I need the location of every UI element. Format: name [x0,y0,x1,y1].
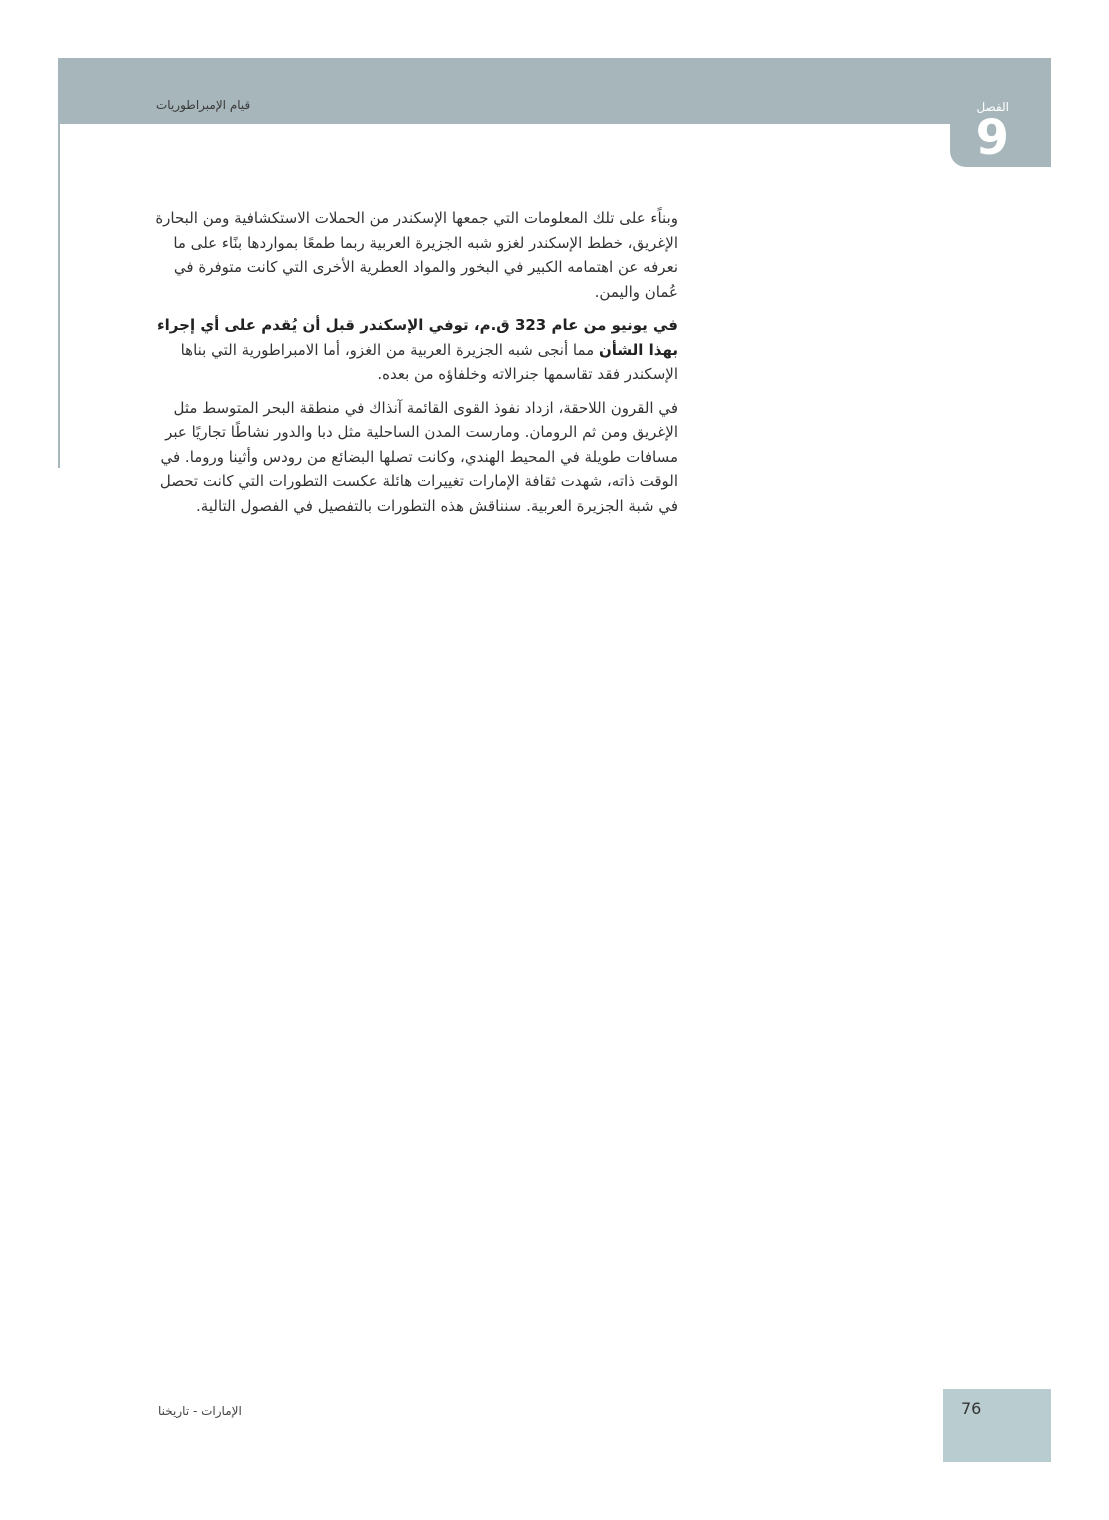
paragraph-2-text: مما أنجى شبه الجزيرة العربية من الغزو، أما الامبراطورية التي بناها الإسكندر فقد تقاسمها جنرالاته وخلفاؤه من بعده. [180,340,678,383]
page-number: 76 [961,1399,982,1418]
left-margin-rule [58,124,60,468]
paragraph-2-bold-lead: في يونيو من عام 323 ق.م، توفي الإسكندر قبل أن يُقدم على أي إجراء بهذا الشأن [157,316,678,359]
header-band [58,58,950,124]
page-number-box [943,1389,1051,1462]
chapter-tab [950,58,1051,167]
footer-book-title: الإمارات - تاريخنا [158,1404,242,1418]
body-text [150,206,678,527]
paragraph-1: وبناًء على تلك المعلومات التي جمعها الإسكندر من الحملات الاستكشافية ومن البحارة الإغريق، خطط الإسكندر لغزو شبه الجزيرة العربية ربما طمعًا بمواردها بنًاء على ما نعرفه عن اهتمامه الكبير في البخور والمواد العطرية الأخرى التي كانت متوفرة في عُمان واليمن. [155,209,678,301]
running-title: قيام الإمبراطوريات [156,98,251,112]
paragraph-3: في القرون اللاحقة، ازداد نفوذ القوى القائمة آنذاك في منطقة البحر المتوسط مثل الإغريق ومن ثم الرومان. ومارست المدن الساحلية مثل دبا والدور نشاطًا تجاريًا عبر مسافات طويلة في المحيط الهندي، وكانت تصلها البضائع من رودس وأثينا وروما. في الوقت ذاته، شهدت ثقافة الإمارات تغييرات هائلة عكست التطورات التي كانت تحصل في شبة الجزيرة العربية. سنناقش هذه التطورات بالتفصيل في الفصول التالية. [159,398,678,515]
chapter-label: الفصل [976,100,1009,114]
chapter-number: 9 [975,110,1009,166]
paragraph-2 [150,313,678,387]
